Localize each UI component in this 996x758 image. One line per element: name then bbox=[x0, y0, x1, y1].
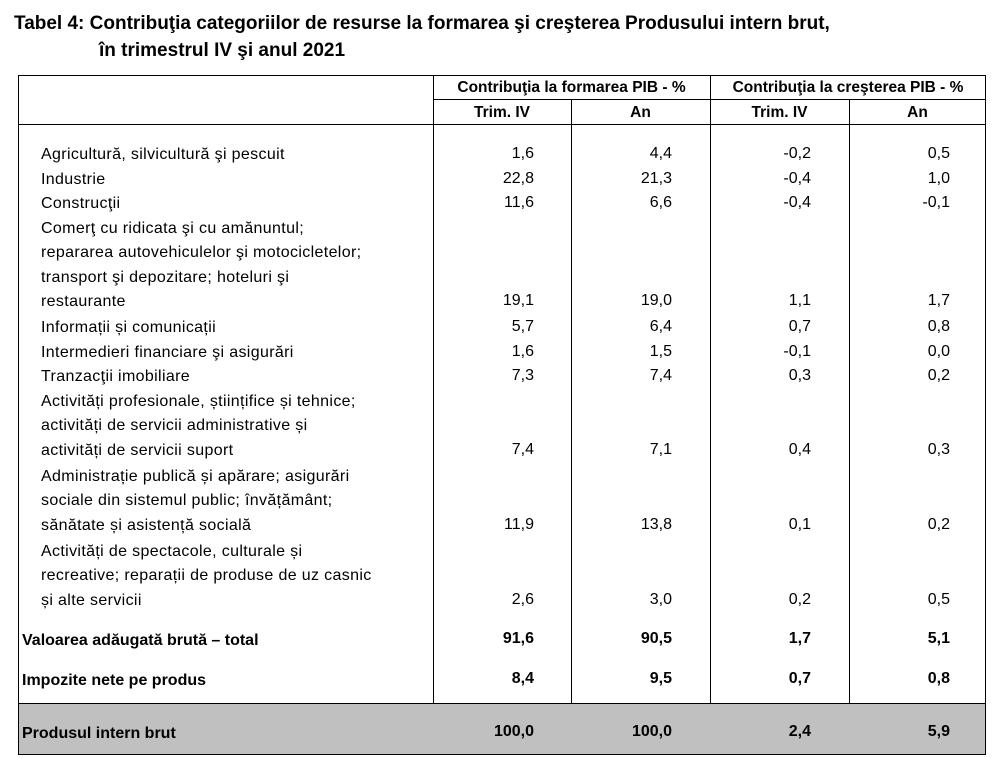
row-1-value-2: 4,4 bbox=[649, 145, 672, 162]
row-label: Construcţii bbox=[41, 195, 121, 212]
col-divider-2 bbox=[571, 100, 572, 754]
row-7-value-3: 0,3 bbox=[788, 367, 811, 384]
row-label: activități de servicii suport bbox=[41, 441, 234, 459]
row-7-value-4: 0,2 bbox=[927, 367, 950, 384]
row-label: Activități profesionale, științifice și tehnice; bbox=[41, 392, 356, 410]
row-2-value-1: 22,8 bbox=[502, 169, 534, 187]
total-2-value-3: 0,7 bbox=[788, 670, 811, 687]
col-divider-1 bbox=[433, 76, 434, 754]
row-10-value-2: 3,0 bbox=[649, 590, 672, 608]
row-4-value-1: 19,1 bbox=[502, 292, 534, 309]
title-line-1: Tabel 4: Contribuţia categoriilor de resurse la formarea şi creşterea Produsului intern brut, bbox=[14, 13, 830, 34]
row-label: și alte servicii bbox=[41, 591, 142, 609]
total-2-value-2: 9,5 bbox=[649, 670, 672, 687]
row-7-value-2: 7,4 bbox=[649, 367, 672, 384]
row-label: sănătate și asistență socială bbox=[41, 516, 252, 534]
header-group-growth: Contribuţia la creşterea PIB - % bbox=[732, 79, 964, 96]
row-label: activități de servicii administrative și bbox=[41, 417, 308, 434]
row-8-value-1: 7,4 bbox=[511, 440, 534, 458]
row-2-value-2: 21,3 bbox=[640, 169, 672, 187]
total-2-value-4: 0,8 bbox=[927, 670, 950, 687]
row-5-value-2: 6,4 bbox=[649, 318, 672, 335]
row-3-value-2: 6,6 bbox=[649, 194, 672, 211]
row-5-value-1: 5,7 bbox=[511, 318, 534, 335]
row-label: restaurante bbox=[41, 293, 126, 310]
row-7-value-1: 7,3 bbox=[511, 367, 534, 384]
total-row-label: Valoarea adăugată brută – total bbox=[22, 632, 259, 649]
row-label: Administrație publică și apărare; asigurări bbox=[41, 467, 350, 485]
total-1-value-3: 1,7 bbox=[788, 630, 811, 647]
row-10-value-4: 0,5 bbox=[927, 590, 950, 608]
data-table bbox=[18, 75, 986, 755]
row-8-value-2: 7,1 bbox=[649, 440, 672, 458]
row-2-value-3: -0,4 bbox=[783, 169, 811, 187]
row-label: Industrie bbox=[41, 170, 106, 188]
total-2-value-1: 8,4 bbox=[511, 670, 534, 687]
row-label: Tranzacţii imobiliare bbox=[41, 368, 191, 385]
header-group-formation: Contribuţia la formarea PIB - % bbox=[457, 79, 686, 96]
header-divider-2 bbox=[19, 124, 985, 125]
total-3-value-3: 2,4 bbox=[788, 723, 811, 740]
row-3-value-1: 11,6 bbox=[504, 194, 534, 211]
row-label: Informații și comunicații bbox=[41, 319, 217, 336]
row-8-value-3: 0,4 bbox=[788, 440, 811, 458]
row-5-value-3: 0,7 bbox=[788, 318, 811, 335]
row-10-value-1: 2,6 bbox=[511, 590, 534, 608]
total-3-value-1: 100,0 bbox=[493, 723, 534, 740]
total-1-value-1: 91,6 bbox=[502, 630, 534, 647]
total-1-value-2: 90,5 bbox=[640, 630, 672, 647]
row-1-value-1: 1,6 bbox=[511, 145, 534, 162]
row-6-value-1: 1,6 bbox=[511, 342, 534, 360]
subheader-trim-formation: Trim. IV bbox=[474, 104, 530, 121]
subheader-trim-growth: Trim. IV bbox=[751, 104, 808, 121]
row-1-value-3: -0,2 bbox=[783, 145, 811, 162]
total-row-label: Impozite nete pe produs bbox=[22, 672, 207, 689]
row-1-value-4: 0,5 bbox=[927, 145, 950, 162]
row-9-value-2: 13,8 bbox=[640, 515, 672, 533]
row-2-value-4: 1,0 bbox=[927, 169, 950, 187]
row-label: repararea autovehiculelor şi motocicletelor; bbox=[41, 244, 362, 261]
row-3-value-4: -0,1 bbox=[922, 194, 950, 211]
row-4-value-2: 19,0 bbox=[640, 292, 672, 309]
row-6-value-2: 1,5 bbox=[649, 342, 672, 360]
row-3-value-3: -0,4 bbox=[783, 194, 811, 211]
row-6-value-4: 0,0 bbox=[927, 342, 950, 360]
total-3-value-4: 5,9 bbox=[927, 723, 950, 740]
row-label: Intermedieri financiare şi asigurări bbox=[41, 343, 294, 361]
gdp-total-label: Produsul intern brut bbox=[22, 725, 176, 742]
row-label: recreative; reparații de produse de uz casnic bbox=[41, 567, 372, 584]
row-label: transport şi depozitare; hoteluri şi bbox=[41, 268, 290, 286]
row-9-value-4: 0,2 bbox=[927, 515, 950, 533]
row-5-value-4: 0,8 bbox=[927, 318, 950, 335]
row-9-value-3: 0,1 bbox=[788, 515, 811, 533]
total-1-value-4: 5,1 bbox=[927, 630, 950, 647]
row-label: Agricultură, silvicultură şi pescuit bbox=[41, 146, 285, 163]
row-4-value-4: 1,7 bbox=[927, 292, 950, 309]
row-4-value-3: 1,1 bbox=[788, 292, 811, 309]
table-title bbox=[14, 10, 830, 64]
header-divider-1 bbox=[433, 99, 985, 100]
row-6-value-3: -0,1 bbox=[783, 342, 811, 360]
subheader-an-formation: An bbox=[630, 104, 651, 121]
total-3-value-2: 100,0 bbox=[631, 723, 672, 740]
row-8-value-4: 0,3 bbox=[927, 440, 950, 458]
row-label: Comerţ cu ridicata şi cu amănuntul; bbox=[41, 219, 305, 237]
col-divider-3 bbox=[710, 76, 711, 754]
row-9-value-1: 11,9 bbox=[504, 515, 534, 533]
row-label: sociale din sistemul public; învățământ; bbox=[41, 492, 333, 509]
subheader-an-growth: An bbox=[907, 104, 928, 121]
row-label: Activități de spectacole, culturale și bbox=[41, 542, 303, 560]
title-line-2: în trimestrul IV şi anul 2021 bbox=[99, 40, 346, 61]
row-10-value-3: 0,2 bbox=[788, 590, 811, 608]
col-divider-4 bbox=[849, 100, 850, 754]
